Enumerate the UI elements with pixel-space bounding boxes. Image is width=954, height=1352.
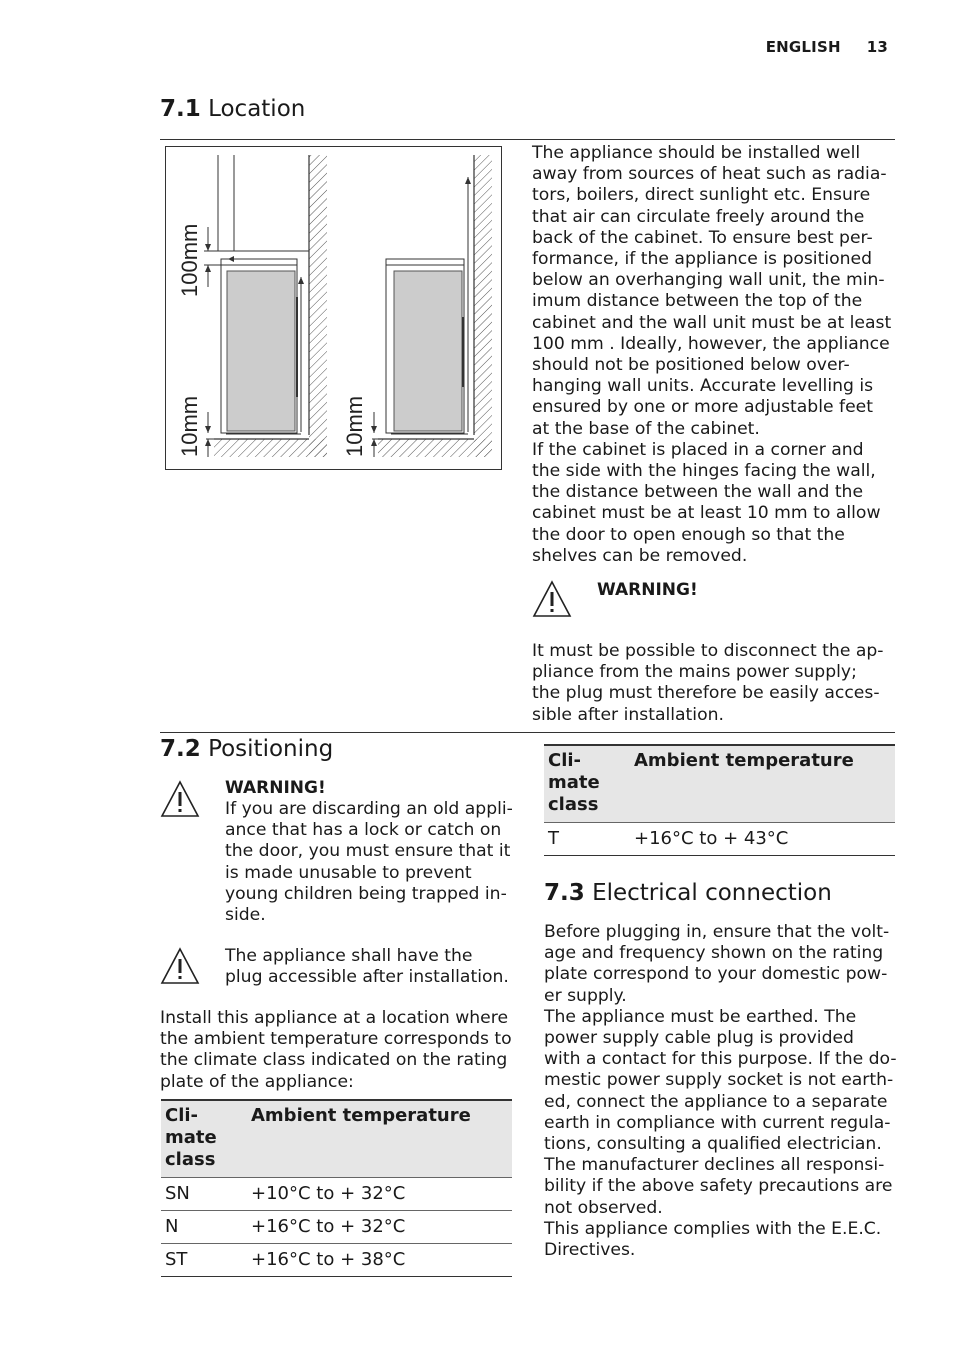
electrical-paragraph: Before plugging in, ensure that the volt- age and frequency shown on the rating plate correspond to your domestic pow- er supply. The appliance must be earthed. The power supply cable plug is provided with a contact for this purpose. If the do- mestic power supply socket is not earth- ed, connect the appliance to a separate earth in compliance with current regula- tions, consulting a qualified electrician. The manufacturer declines all responsi- bility if the above safety precautions are not observed. This appliance complies with the E.E.C. Directives. — [544, 922, 897, 1261]
warning-triangle-icon — [532, 580, 572, 618]
section-7-2-heading — [160, 736, 333, 762]
climate-class-table-continued — [544, 744, 895, 856]
fridge-right-door — [394, 271, 462, 431]
section-divider — [160, 732, 895, 733]
warning-label: WARNING! — [225, 778, 326, 798]
fridge-left-door — [227, 271, 295, 431]
warning-text: If you are discarding an old appli- ance that has a lock or catch on the door, you must ensure that it is made unusable to prevent young children being trapped in- side. — [225, 799, 513, 926]
section-number: 7.3 — [544, 880, 585, 906]
column-header-climate-class: Cli- mate class — [544, 745, 630, 823]
section-7-3-heading — [544, 880, 832, 906]
cell-class: T — [544, 823, 630, 856]
label-10mm-left: 10mm — [177, 395, 202, 457]
table-row — [161, 1244, 512, 1277]
cell-class: SN — [161, 1178, 247, 1211]
table-header-row — [544, 745, 895, 823]
section-title: Positioning — [208, 736, 334, 762]
column-header-ambient-temperature: Ambient temperature — [630, 745, 895, 823]
warning-triangle-icon — [160, 780, 200, 818]
clearance-diagram — [166, 147, 501, 469]
label-100mm: 100mm — [177, 223, 202, 297]
page-header — [766, 38, 888, 56]
floor-hatch-left — [214, 439, 327, 457]
section-title: Electrical connection — [592, 880, 832, 906]
table-row — [161, 1178, 512, 1211]
column-header-ambient-temperature: Ambient temperature — [247, 1100, 512, 1178]
cell-temperature: +16°C to + 43°C — [630, 823, 895, 856]
header-language: ENGLISH — [765, 38, 841, 56]
floor-hatch-right — [378, 439, 492, 457]
section-number: 7.1 — [160, 96, 201, 122]
label-10mm-right: 10mm — [342, 395, 367, 457]
warning-label: WARNING! — [597, 580, 698, 600]
cell-temperature: +16°C to + 38°C — [247, 1244, 512, 1277]
cell-class: ST — [161, 1244, 247, 1277]
climate-class-table — [161, 1099, 512, 1277]
wall-hatch-right — [474, 155, 492, 457]
cell-temperature: +10°C to + 32°C — [247, 1178, 512, 1211]
section-number: 7.2 — [160, 736, 201, 762]
cell-temperature: +16°C to + 32°C — [247, 1211, 512, 1244]
section-title: Location — [208, 96, 306, 122]
table-header-row — [161, 1100, 512, 1178]
caution-text: The appliance shall have the plug accessible after installation. — [225, 946, 509, 988]
section-divider — [160, 139, 895, 140]
section-7-1-heading — [160, 96, 305, 122]
column-header-climate-class: Cli- mate class — [161, 1100, 247, 1178]
page-number: 13 — [866, 38, 888, 56]
location-paragraph: The appliance should be installed well away from sources of heat such as radia- tors, boilers, direct sunlight etc. Ensure that air can circulate freely around the back of the cabinet. To ensure best per- formance, if the appliance is positioned below an overhanging wall unit, the min- imum distance between the top of the cabinet and the wall unit must be at least 100 mm . Ideally, however, the appliance should not be positioned below over- hanging wall units. Accurate levelling is ensured by one or more adjustable feet at the base of the cabinet. If the cabinet is placed in a corner and the side with the hinges facing the wall, the distance between the wall and the cabinet must be at least 10 mm to allow the door to open enough so that the shelves can be removed. — [532, 143, 892, 566]
warning-text: It must be possible to disconnect the ap- pliance from the mains power supply; the plug must therefore be easily acces- sible after installation. — [532, 641, 884, 725]
installation-clearance-figure — [165, 146, 502, 470]
warning-triangle-icon — [160, 947, 200, 985]
cell-class: N — [161, 1211, 247, 1244]
table-row — [544, 823, 895, 856]
table-row — [161, 1211, 512, 1244]
wall-hatch-left — [309, 155, 327, 457]
positioning-intro: Install this appliance at a location where the ambient temperature corresponds to the climate class indicated on the rating plate of the appliance: — [160, 1008, 512, 1092]
